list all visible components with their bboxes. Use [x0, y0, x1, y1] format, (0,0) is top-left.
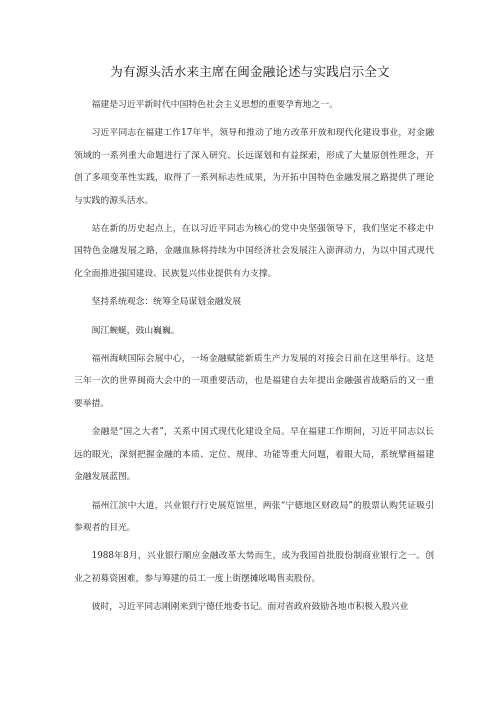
paragraph: 福州海峡国际会展中心，一场金融赋能新质生产力发展的对接会日前在这里举行。这是三年一次的世界闽商大会中的一项重要活动，也是福建自去年提出金融强省战略后的又一重要举措。	[74, 354, 434, 409]
section-heading: 坚持系统观念：统筹全局谋划金融发展	[91, 297, 242, 308]
paragraph: 习近平同志在福建工作17年半，领导和推动了地方改革开放和现代化建设事业，对金融领域的一系列重大命题进行了深入研究、长远谋划和有益探索，形成了大量原创性理念，开创了多项变革性实践，取得了一系列标志性成果，为开拓中国特色金融发展之路提供了理论与实践的源头活水。	[74, 128, 434, 206]
paragraph: 站在新的历史起点上，在以习近平同志为核心的党中央坚强领导下，我们坚定不移走中国特色金融发展之路，金融血脉将持续为中国经济社会发展注入澎湃动力，为以中国式现代化全面推进强国建设、民族复兴伟业提供有力支撑。	[74, 224, 434, 279]
document-title: 为有源头活水来主席在闽金融论述与实践启示全文	[110, 64, 390, 79]
paragraph: 金融是“国之大者”，关系中国式现代化建设全局。早在福建工作期间，习近平同志以长远的眼光，深刻把握金融的本质、定位、规律、功能等重大问题，着眼大局，系统擘画福建金融发展蓝图。	[74, 427, 434, 483]
paragraph: 闽江蜿蜒，鼓山巍巍。	[91, 325, 180, 336]
paragraph: 1988年8月，兴业银行顺应金融改革大势而生，成为我国首批股份制商业银行之一。创业之初募资困难，参与筹建的员工一度上街摆摊吆喝售卖股份。	[74, 551, 434, 584]
paragraph: 福建是习近平新时代中国特色社会主义思想的重要孕育地之一。	[91, 100, 338, 110]
paragraph: 彼时，习近平同志刚刚来到宁德任地委书记。面对省政府鼓励各地市积极入股兴业	[91, 602, 409, 613]
paragraph: 福州江滨中大道，兴业银行行史展览馆里，两张“宁德地区财政局”的股票认购凭证吸引参观者的目光。	[74, 500, 434, 533]
document-body	[74, 94, 434, 625]
